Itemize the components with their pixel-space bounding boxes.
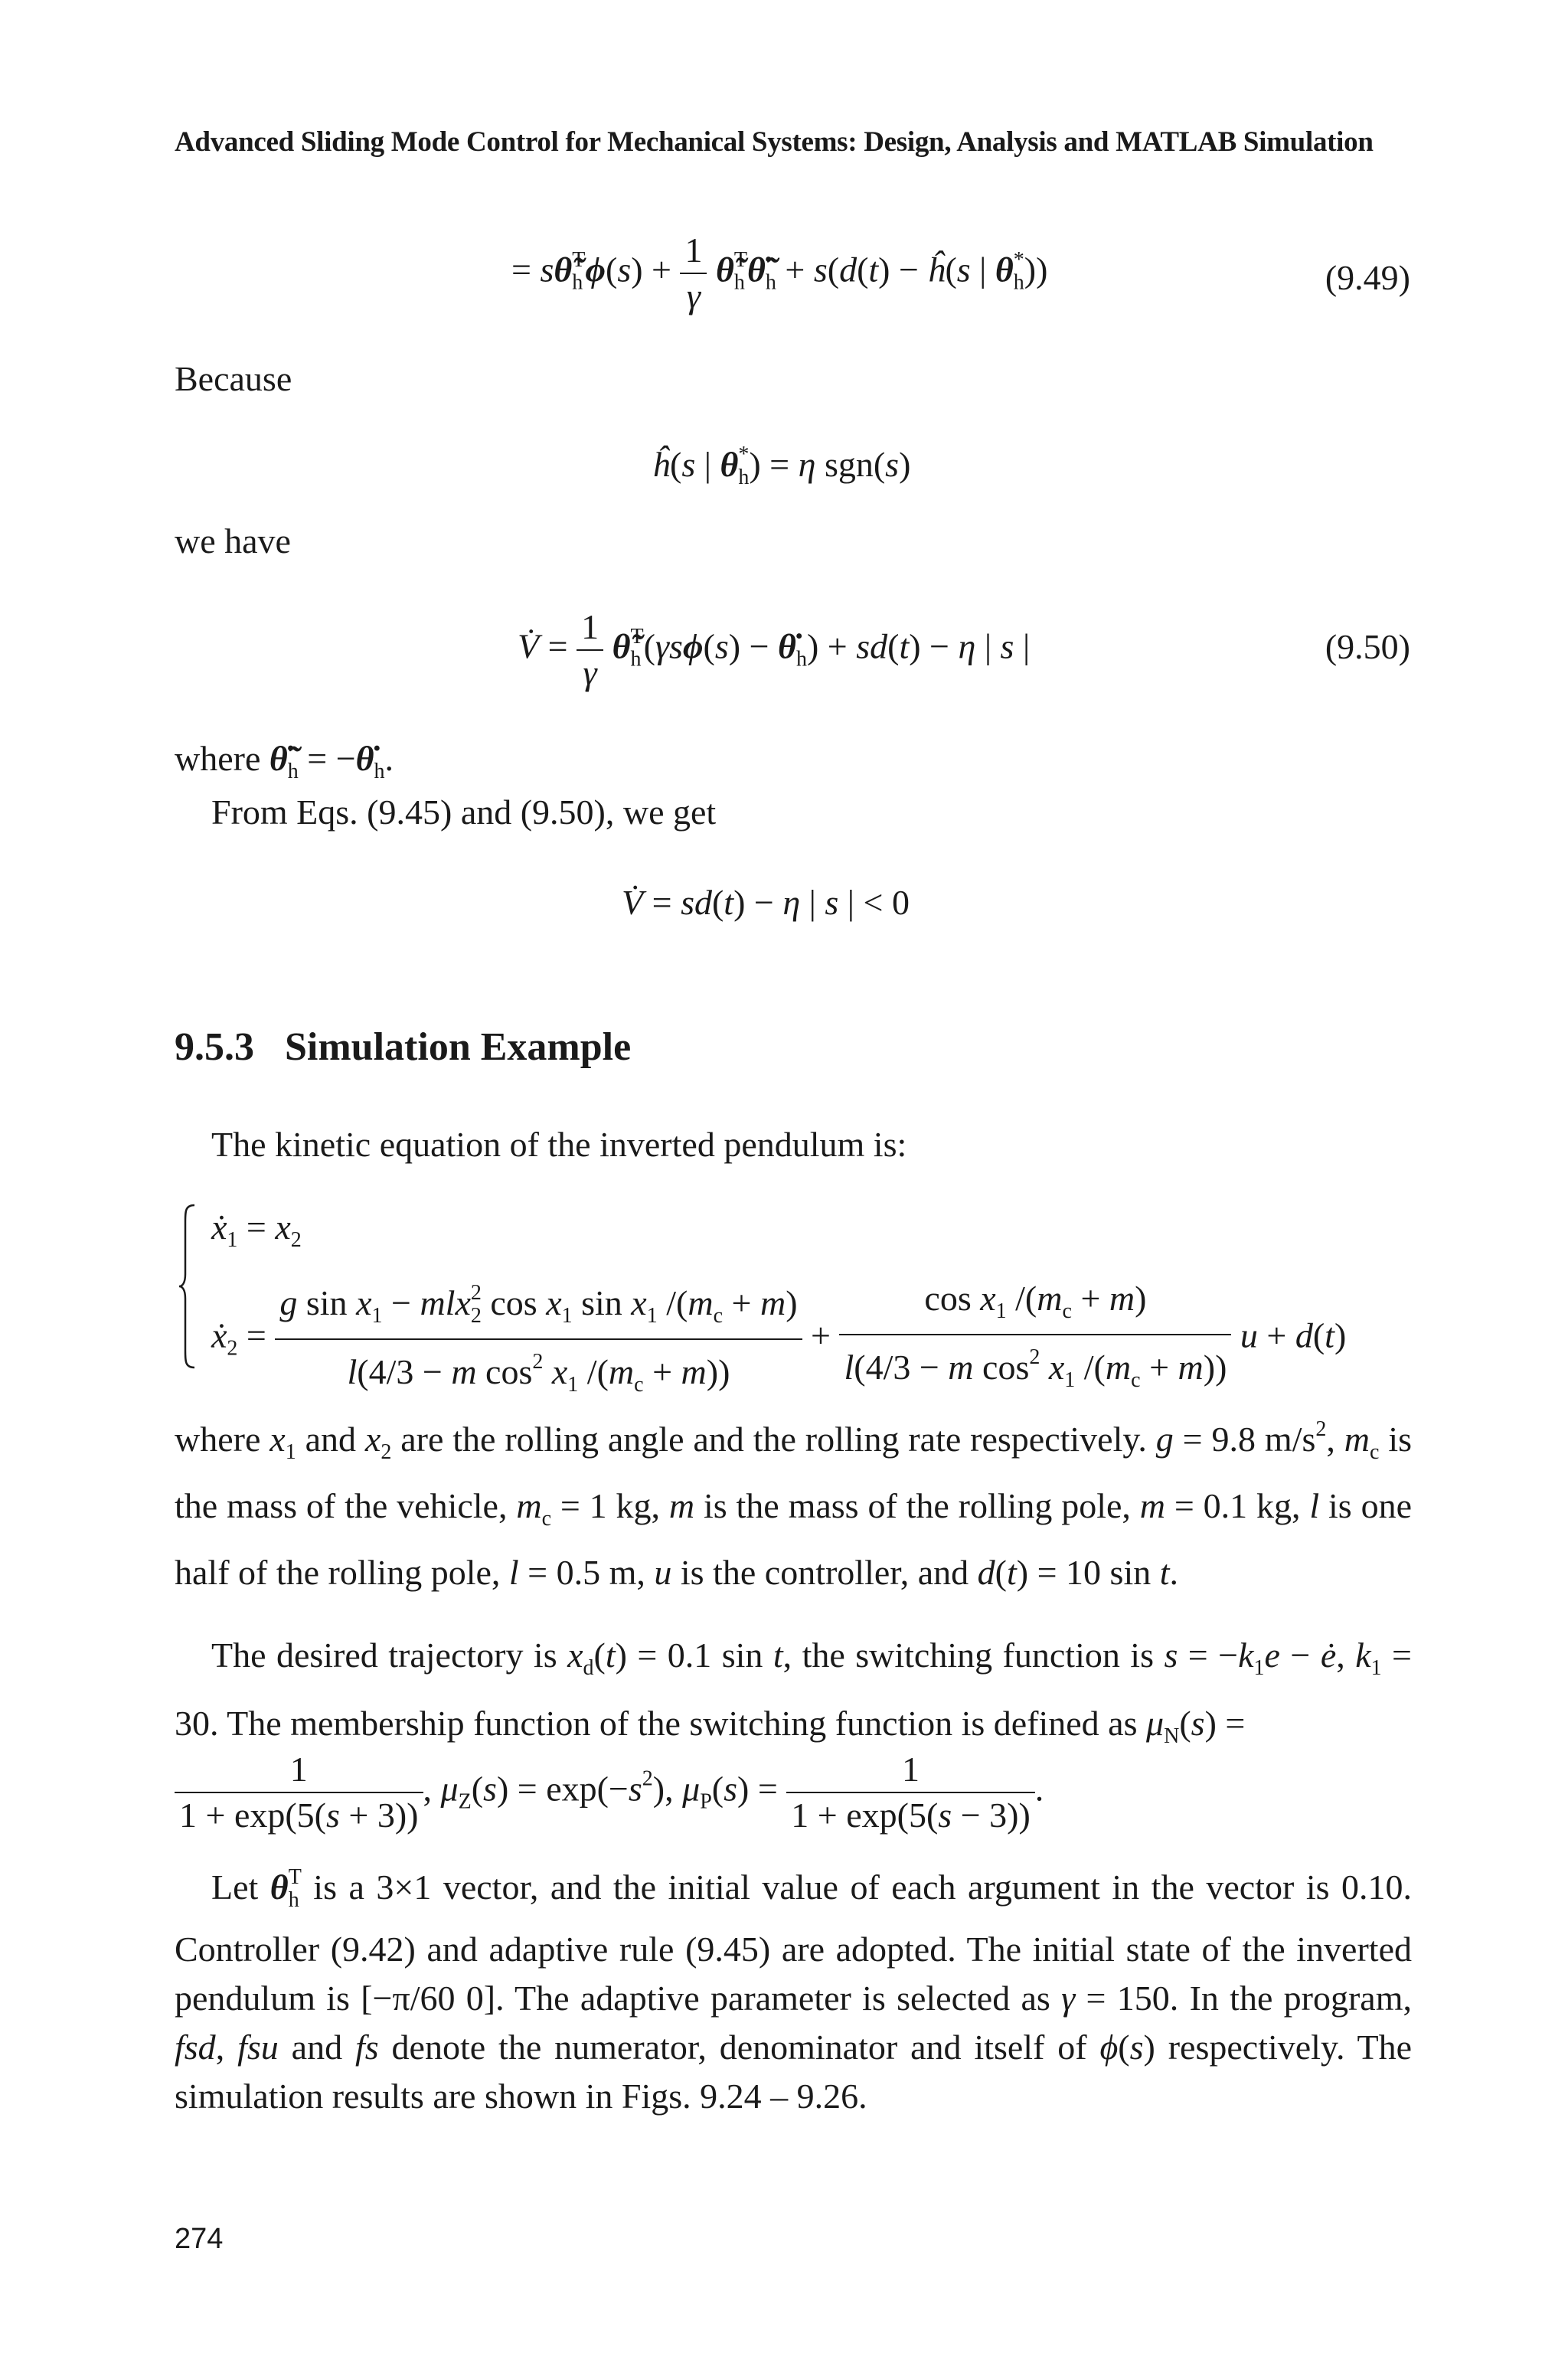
we-have-label: we have — [175, 521, 291, 560]
running-head: Advanced Sliding Mode Control for Mechanical Systems: Design, Analysis and MATLAB Simulation — [175, 126, 1374, 158]
equation-x1-dot: ẋ$_1$ = $x_2$ — [211, 1207, 302, 1252]
vehicle-mass-text: is the mass of the vehicle, — [175, 1420, 1413, 1525]
results-text: respectively. The simulation results are shown in Figs. 9.24 – 9.26. — [175, 2028, 1413, 2116]
program-text: In the program, — [1189, 1979, 1413, 2018]
equation-x2-dot: ẋ$_2$ = $\frac{g \sin x_1 - mlx_2^2 \cos x_1 \sin x_1 /(m_c + m)}{l(4/3 - m \cos^2 x_1 /(m_c + m))}$ + $\frac{\cos x_1 /(m_c + m)}{l(4/3 - m \cos^2 x_1 /(m_c + m))}$ u + d(t) — [211, 1271, 1346, 1407]
membership-text: The membership function of the switching function is defined as — [227, 1704, 1138, 1743]
equation-h-hat: ĥ(s | $\theta_h^*) = \eta$ sgn(s) — [652, 443, 911, 489]
vector-text: is a 3×1 vector, and the initial value of each argument in the vector — [313, 1868, 1295, 1907]
and-word-2: and — [291, 2028, 343, 2067]
kinetic-intro: The kinetic equation of the inverted pendulum is: — [211, 1125, 907, 1164]
where-word: where — [175, 1420, 261, 1459]
left-brace — [178, 1204, 196, 1369]
paragraph-let-theta: Let $\theta_h^T$ is a 3×1 vector, and the initial value of each argument in the vector is 0.10. Controller (9.42) and adaptive rule (9.45) are adopted. The initial state of the inverted pendulum is [−π/60 0]. The adaptive parameter is selected as γ = 150. In the program, fsd, fsu and fs denote the numerator, denominator and itself of ϕ(s) respectively. The simulation results are shown in Figs. 9.24 – 9.26. — [175, 1865, 1413, 2116]
equation-v-dot-negative: V̇ = sd(t) − η | s | < 0 — [622, 883, 910, 922]
switching-text: the switching function is — [802, 1636, 1154, 1675]
let-word: Let — [211, 1868, 259, 1907]
section-heading — [175, 1024, 631, 1070]
desired-text: The desired trajectory is — [211, 1636, 557, 1675]
initial-value-text: is 0.10. Controller (9.42) and adaptive rule (9.45) are adopted. The initial state — [175, 1868, 1413, 1969]
equation-number-9-49: (9.49) — [1325, 258, 1410, 297]
page-number: 274 — [175, 2223, 224, 2255]
pole-length-text: is one half of the rolling pole, — [175, 1486, 1412, 1592]
section-number: 9.5.3 — [175, 1025, 254, 1069]
where-theta-line: where $\thetã̇_h$ = $-\thetȧ_h$. — [175, 739, 394, 783]
section-title: Simulation Example — [285, 1025, 632, 1069]
paragraph-parameters: where $x_1$ and $x_2$ are the rolling angle and the rolling rate respectively. g = 9.8 $m/s^2$, $m_c$ is the mass of the vehicle, $m_c = 1$ kg, m is the mass of the rolling pole, m = 0.1 kg, l is one half of the rolling pole, l = 0.5 m, u is the controller, and d(t) = 10 sin t. — [175, 1417, 1413, 1592]
itself-text: itself of — [974, 2028, 1087, 2067]
equation-number-9-50: (9.50) — [1325, 627, 1410, 666]
rolling-text: are the rolling angle and the rolling rate respectively. — [400, 1420, 1147, 1459]
and-word: and — [305, 1420, 356, 1459]
where-label: where — [175, 739, 261, 778]
equation-9-50: V̇ = $\frac{1}{\gamma}$ $\thetã_h^T(\gamma s\phi(s)$ − $\thetȧ_h) + sd(t) - \eta$ | s | — [518, 605, 1030, 695]
paragraph-desired-trajectory: The desired trajectory is $x_d(t) = 0.1$ sin t, the switching function is $s = -k_1e$ − ė, $k_1 = 30$. The membership function of the switching function is defined as $\mu_N(s)$ = — [175, 1636, 1413, 1748]
initial-state-text: of the inverted pendulum is [−π/60 0]. The adaptive parameter is selected as — [175, 1930, 1412, 2018]
equation-membership: $\frac{1}{1 + \exp(5(s + 3))}$ , $\mu_Z(s) = \exp(-s^2)$, $\mu_P(s)$ = $\frac{1}{1 + \exp(5(s - 3))}$ . — [175, 1747, 1044, 1838]
equation-9-49: = $s\thetã_h^T\phi(s)$ + $\frac{1}{\gamma}$ $\thetã_h^T\thetã̇_h + s(d(t)$ − ĥ(s | $\theta_h^*$)) — [511, 228, 1047, 319]
from-eqs-text: From Eqs. (9.45) and (9.50), we get — [211, 792, 717, 832]
because-label: Because — [175, 359, 292, 398]
denote-text: denote the numerator, denominator and — [391, 2028, 962, 2067]
controller-text: is the controller, and — [680, 1553, 969, 1592]
pole-mass-text: is the mass of the rolling pole, — [703, 1486, 1131, 1525]
